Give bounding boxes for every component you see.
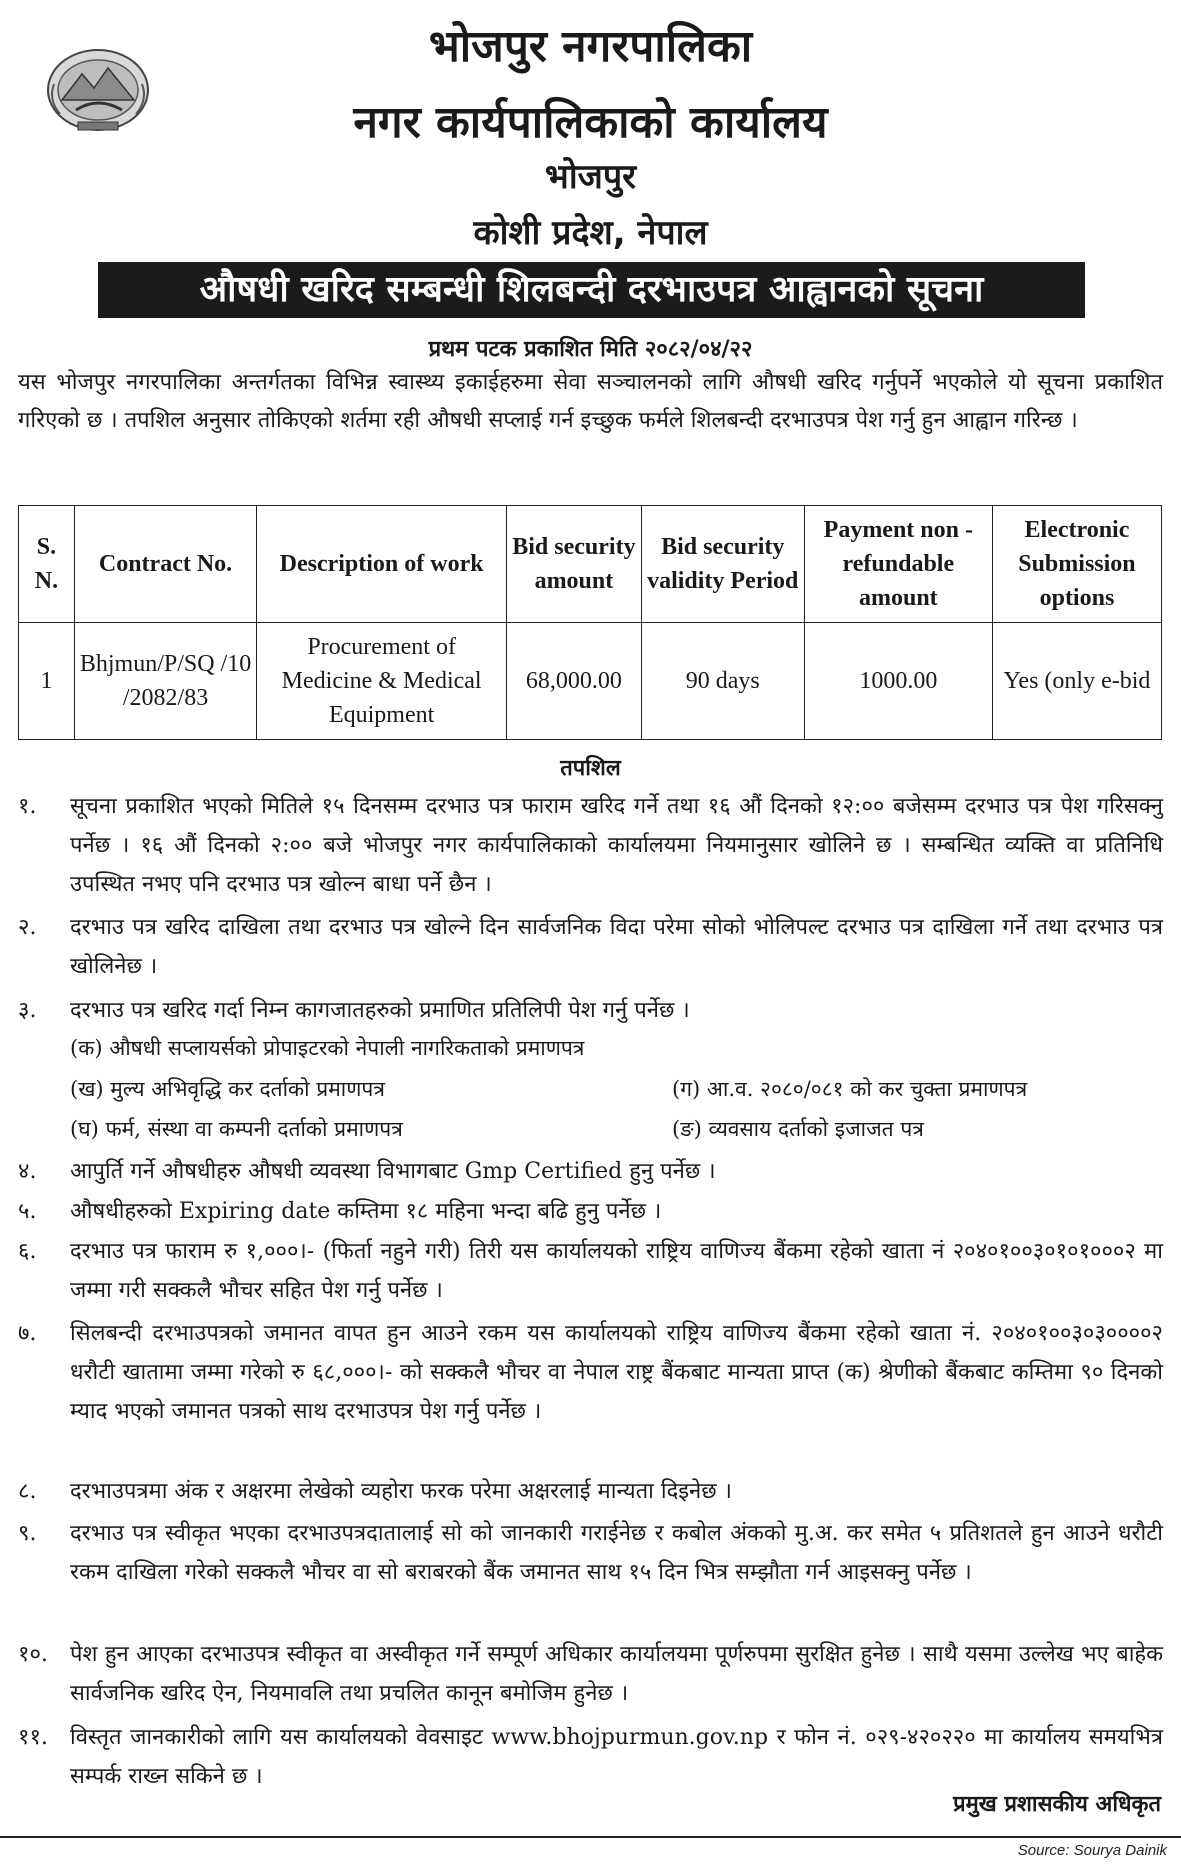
col-header-validity-period: Bid security validity Period	[641, 506, 804, 623]
condition-item	[18, 787, 1163, 904]
bid-details-table	[18, 505, 1162, 740]
condition-number: ११.	[18, 1725, 48, 1750]
condition-item	[18, 1635, 1163, 1713]
table-header-row	[19, 506, 1162, 623]
condition-item	[18, 1472, 1163, 1511]
publication-date: प्रथम पटक प्रकाशित मिति २०८२/०४/२२	[428, 337, 753, 362]
condition-number: १०.	[18, 1642, 48, 1667]
col-header-payment-amount: Payment non -refundable amount	[804, 506, 992, 623]
document-item-kha: (ख) मुल्य अभिवृद्धि कर दर्ताको प्रमाणपत्र	[70, 1077, 385, 1101]
condition-number: २.	[18, 915, 37, 940]
municipality-name: भोजपुर नगरपालिका	[428, 21, 753, 72]
cell-bid-security-amount: 68,000.00	[507, 623, 642, 740]
condition-text: औषधीहरुको Expiring date कम्तिमा १८ महिना भन्दा बढि हुनु पर्नेछ ।	[70, 1199, 662, 1224]
signature-title: प्रमुख प्रशासकीय अधिकृत	[953, 1792, 1161, 1817]
condition-item	[18, 1514, 1163, 1592]
location-name: भोजपुर	[544, 157, 637, 197]
document-item-ga: (ग) आ.व. २०८०/०८१ को कर चुक्ता प्रमाणपत्र	[672, 1077, 1028, 1101]
table-row	[19, 623, 1162, 740]
cell-contract-no: Bhjmun/P/SQ /10 /2082/83	[74, 623, 256, 740]
condition-text: दरभाउपत्रमा अंक र अक्षरमा लेखेको व्यहोरा फरक परेमा अक्षरलाई मान्यता दिइनेछ ।	[70, 1479, 733, 1504]
cell-payment-amount: 1000.00	[804, 623, 992, 740]
condition-item	[18, 908, 1163, 986]
condition-number: ९.	[18, 1521, 37, 1546]
condition-text: आपुर्ति गर्ने औषधीहरु औषधी व्यवस्था विभागबाट Gmp Certified हुनु पर्नेछ ।	[70, 1159, 716, 1184]
col-header-sn: S. N.	[19, 506, 75, 623]
office-name: नगर कार्यपालिकाको कार्यालय	[353, 97, 828, 148]
condition-text: दरभाउ पत्र स्वीकृत भएका दरभाउपत्रदातालाई सो को जानकारी गराईनेछ र कबोल अंकको मु.अ. कर समेत ५ प्रतिशतले हुन आउने धरौटी रकम दाखिला गरेको सक्कलै भौचर वा सो बराबरको बैंक जमानत साथ १५ दिन भित्र सम्झौता गर्न आइसक्नु पर्नेछ ।	[70, 1521, 1163, 1585]
condition-item	[18, 991, 1163, 1030]
cell-submission-options: Yes (only e-bid	[992, 623, 1161, 740]
source-credit: Source: Sourya Dainik	[1017, 1842, 1167, 1859]
condition-number: १.	[18, 794, 37, 819]
condition-text: सूचना प्रकाशित भएको मितिले १५ दिनसम्म दरभाउ पत्र फाराम खरिद गर्ने तथा १६ औं दिनको १२:०० बजेसम्म दरभाउ पत्र पेश गरिसक्नु पर्नेछ । १६ औं दिनको २:०० बजे भोजपुर नगर कार्यपालिकाको कार्यालयमा नियमानुसार खोलिने छ । सम्बन्धित व्यक्ति वा प्रतिनिधि उपस्थित नभए पनि दरभाउ पत्र खोल्न बाधा पर्ने छैन ।	[70, 794, 1163, 897]
col-header-bid-security-amount: Bid security amount	[507, 506, 642, 623]
col-header-description: Description of work	[257, 506, 507, 623]
cell-description: Procurement of Medicine & Medical Equipment	[257, 623, 507, 740]
condition-item	[18, 1192, 1163, 1231]
condition-number: ४.	[18, 1159, 37, 1184]
cell-validity-period: 90 days	[641, 623, 804, 740]
condition-item	[18, 1152, 1163, 1191]
document-item-ka: (क) औषधी सप्लायर्सको प्रोपाइटरको नेपाली नागरिकताको प्रमाणपत्र	[70, 1036, 585, 1060]
document-item-nga: (ङ) व्यवसाय दर्ताको इजाजत पत्र	[672, 1117, 924, 1141]
intro-paragraph: यस भोजपुर नगरपालिका अन्तर्गतका विभिन्न स्वास्थ्य इकाईहरुमा सेवा सञ्चालनको लागि औषधी खरिद गर्नुपर्ने भएकोले यो सूचना प्रकाशित गरिएको छ । तपशिल अनुसार तोकिएको शर्तमा रही औषधी सप्लाई गर्न इच्छुक फर्मले शिलबन्दी दरभाउपत्र पेश गर्नु हुन आह्वान गरिन्छ ।	[18, 370, 1163, 433]
condition-text: सिलबन्दी दरभाउपत्रको जमानत वापत हुन आउने रकम यस कार्यालयको राष्ट्रिय वाणिज्य बैंकमा रहेको खाता नं. २०४०१००३०३००००२ धरौटी खातामा जम्मा गरेको रु ६८,०००।- को सक्कलै भौचर वा नेपाल राष्ट्र बैंकबाट मान्यता प्राप्त (क) श्रेणीको बैंकबाट कम्तिमा ९० दिनको म्याद भएको जमानत पत्रको साथ दरभाउपत्र पेश गर्नु पर्नेछ ।	[70, 1321, 1163, 1424]
condition-text: दरभाउ पत्र खरिद गर्दा निम्न कागजातहरुको प्रमाणित प्रतिलिपी पेश गर्नु पर्नेछ ।	[70, 998, 690, 1023]
condition-text: दरभाउ पत्र फाराम रु १,०००।- (फिर्ता नहुने गरी) तिरी यस कार्यालयको राष्ट्रिय वाणिज्य बैंकमा रहेको खाता नं २०४०१००३०१०१०००२ मा जम्मा गरी सक्कलै भौचर सहित पेश गर्नु पर्नेछ ।	[70, 1239, 1163, 1303]
condition-number: ६.	[18, 1239, 37, 1264]
condition-number: ५.	[18, 1199, 37, 1224]
condition-item	[18, 1718, 1163, 1796]
province-name: कोशी प्रदेश, नेपाल	[473, 213, 708, 253]
col-header-submission-options: Electronic Submission options	[992, 506, 1161, 623]
col-header-contract-no: Contract No.	[74, 506, 256, 623]
details-heading: तपशिल	[560, 756, 621, 781]
cell-sn: 1	[19, 623, 75, 740]
condition-text: पेश हुन आएका दरभाउपत्र स्वीकृत वा अस्वीकृत गर्ने सम्पूर्ण अधिकार कार्यालयमा पूर्णरुपमा सुरक्षित हुनेछ । साथै यसमा उल्लेख भए बाहेक सार्वजनिक खरिद ऐन, नियमावलि तथा प्रचलित कानून बमोजिम हुनेछ ।	[70, 1642, 1163, 1706]
bottom-divider	[0, 1836, 1181, 1838]
document-item-gha: (घ) फर्म, संस्था वा कम्पनी दर्ताको प्रमाणपत्र	[70, 1117, 403, 1141]
condition-number: ८.	[18, 1479, 37, 1504]
notice-title-banner: औषधी खरिद सम्बन्धी शिलबन्दी दरभाउपत्र आह्वानको सूचना	[98, 262, 1085, 318]
condition-text: दरभाउ पत्र खरिद दाखिला तथा दरभाउ पत्र खोल्ने दिन सार्वजनिक विदा परेमा सोको भोलिपल्ट दरभाउ पत्र दाखिला गर्ने तथा दरभाउ पत्र खोलिनेछ ।	[70, 915, 1163, 979]
condition-number: ३.	[18, 998, 37, 1023]
condition-item	[18, 1314, 1163, 1431]
condition-item	[18, 1232, 1163, 1310]
condition-number: ७.	[18, 1321, 37, 1346]
condition-text: विस्तृत जानकारीको लागि यस कार्यालयको वेवसाइट www.bhojpurmun.gov.np र फोन नं. ०२९-४२०२२० मा कार्यालय समयभित्र सम्पर्क राख्न सकिने छ ।	[70, 1725, 1163, 1789]
